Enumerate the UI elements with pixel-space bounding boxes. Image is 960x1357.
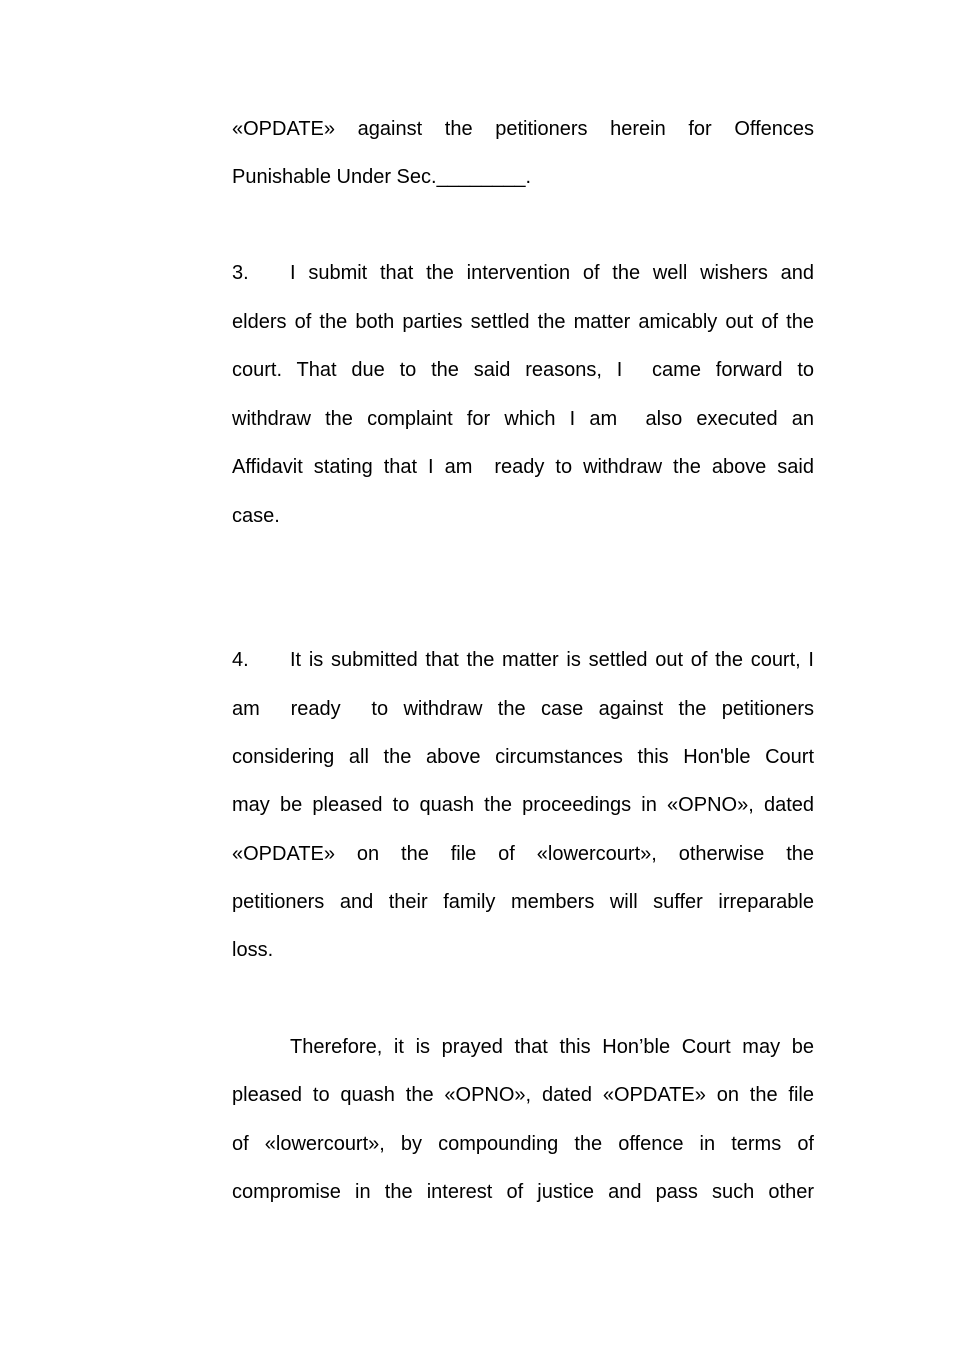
prayer-line-1: Therefore, it is prayed that this Hon’ble Court may be: [290, 1036, 814, 1058]
paragraph-3-line-5: Affidavit stating that I am ready to withdraw the above said: [232, 456, 814, 478]
paragraph-4-line-3: considering all the above circumstances this Hon'ble Court: [232, 746, 814, 768]
prayer-indent: [232, 1032, 290, 1062]
paragraph-3-line-4: withdraw the complaint for which I am also executed an: [232, 408, 814, 430]
prayer-line-2: pleased to quash the «OPNO», dated «OPDATE» on the file: [232, 1084, 814, 1106]
paragraph-4-line-5: «OPDATE» on the file of «lowercourt», otherwise the: [232, 843, 814, 865]
paragraph-3-first-line: [232, 258, 814, 288]
paragraph-4-line-7: loss.: [232, 939, 274, 961]
paragraph-4-line-1: It is submitted that the matter is settled out of the court, I: [290, 649, 814, 671]
paragraph-3-line-2: elders of the both parties settled the matter amicably out of the: [232, 311, 814, 333]
paragraph-3-line-1: I submit that the intervention of the well wishers and: [290, 262, 814, 284]
prayer-line-4: compromise in the interest of justice and pass such other: [232, 1181, 814, 1203]
prayer-first-line: [232, 1032, 814, 1062]
paragraph-3-number: 3.: [232, 262, 249, 284]
paragraph-4-line-2: am ready to withdraw the case against the petitioners: [232, 698, 814, 720]
continuation-line-1: «OPDATE» against the petitioners herein for Offences: [232, 118, 814, 140]
prayer-line-3: of «lowercourt», by compounding the offence in terms of: [232, 1133, 814, 1155]
paragraph-4-number: 4.: [232, 649, 249, 671]
continuation-line-2: Punishable Under Sec.________.: [232, 166, 532, 188]
paragraph-4-line-4: may be pleased to quash the proceedings in «OPNO», dated: [232, 794, 814, 816]
paragraph-3-line-6: case.: [232, 505, 280, 527]
paragraph-3-line-3: court. That due to the said reasons, I came forward to: [232, 359, 814, 381]
paragraph-4-line-6: petitioners and their family members will suffer irreparable: [232, 891, 814, 913]
paragraph-4-first-line: [232, 645, 814, 675]
